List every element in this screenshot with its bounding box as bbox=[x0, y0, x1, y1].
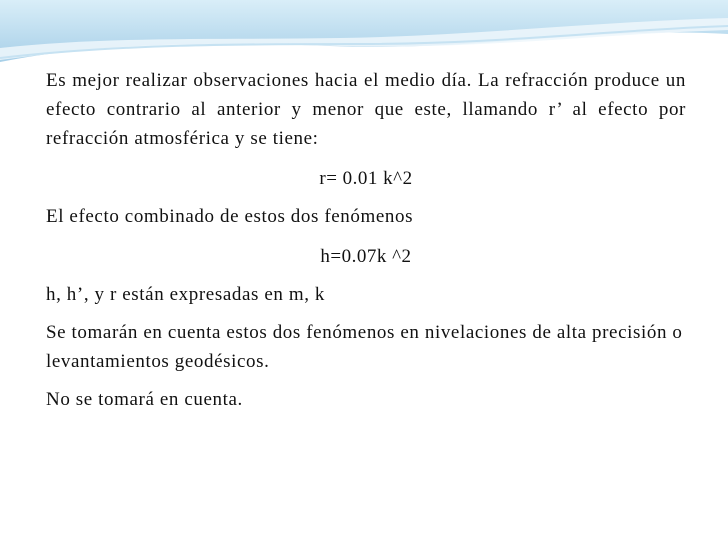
line-unidades: h, h’, y r están expresadas en m, k bbox=[46, 284, 326, 305]
formula-refraccion: r= 0.01 k^2 bbox=[319, 168, 413, 189]
line-efecto-combinado: El efecto combinado de estos dos fenómenos bbox=[46, 206, 414, 227]
paragraph-refraccion: Es mejor realizar observaciones hacia el medio día. La refracción produce un efecto contrario al anterior y menor que este, llamando r’ al efecto por refracción atmosférica y se tiene: bbox=[46, 70, 686, 149]
paragraph-nivelaciones: Se tomarán en cuenta estos dos fenómenos en nivelaciones de alta precisión o levantamientos geodésicos. bbox=[46, 322, 683, 372]
line-no-se-tomara: No se tomará en cuenta. bbox=[46, 389, 243, 410]
header-wave-band bbox=[0, 0, 728, 62]
slide-body bbox=[46, 66, 686, 414]
wave-decoration bbox=[0, 0, 728, 62]
formula-efecto-combinado: h=0.07k ^2 bbox=[320, 246, 412, 267]
